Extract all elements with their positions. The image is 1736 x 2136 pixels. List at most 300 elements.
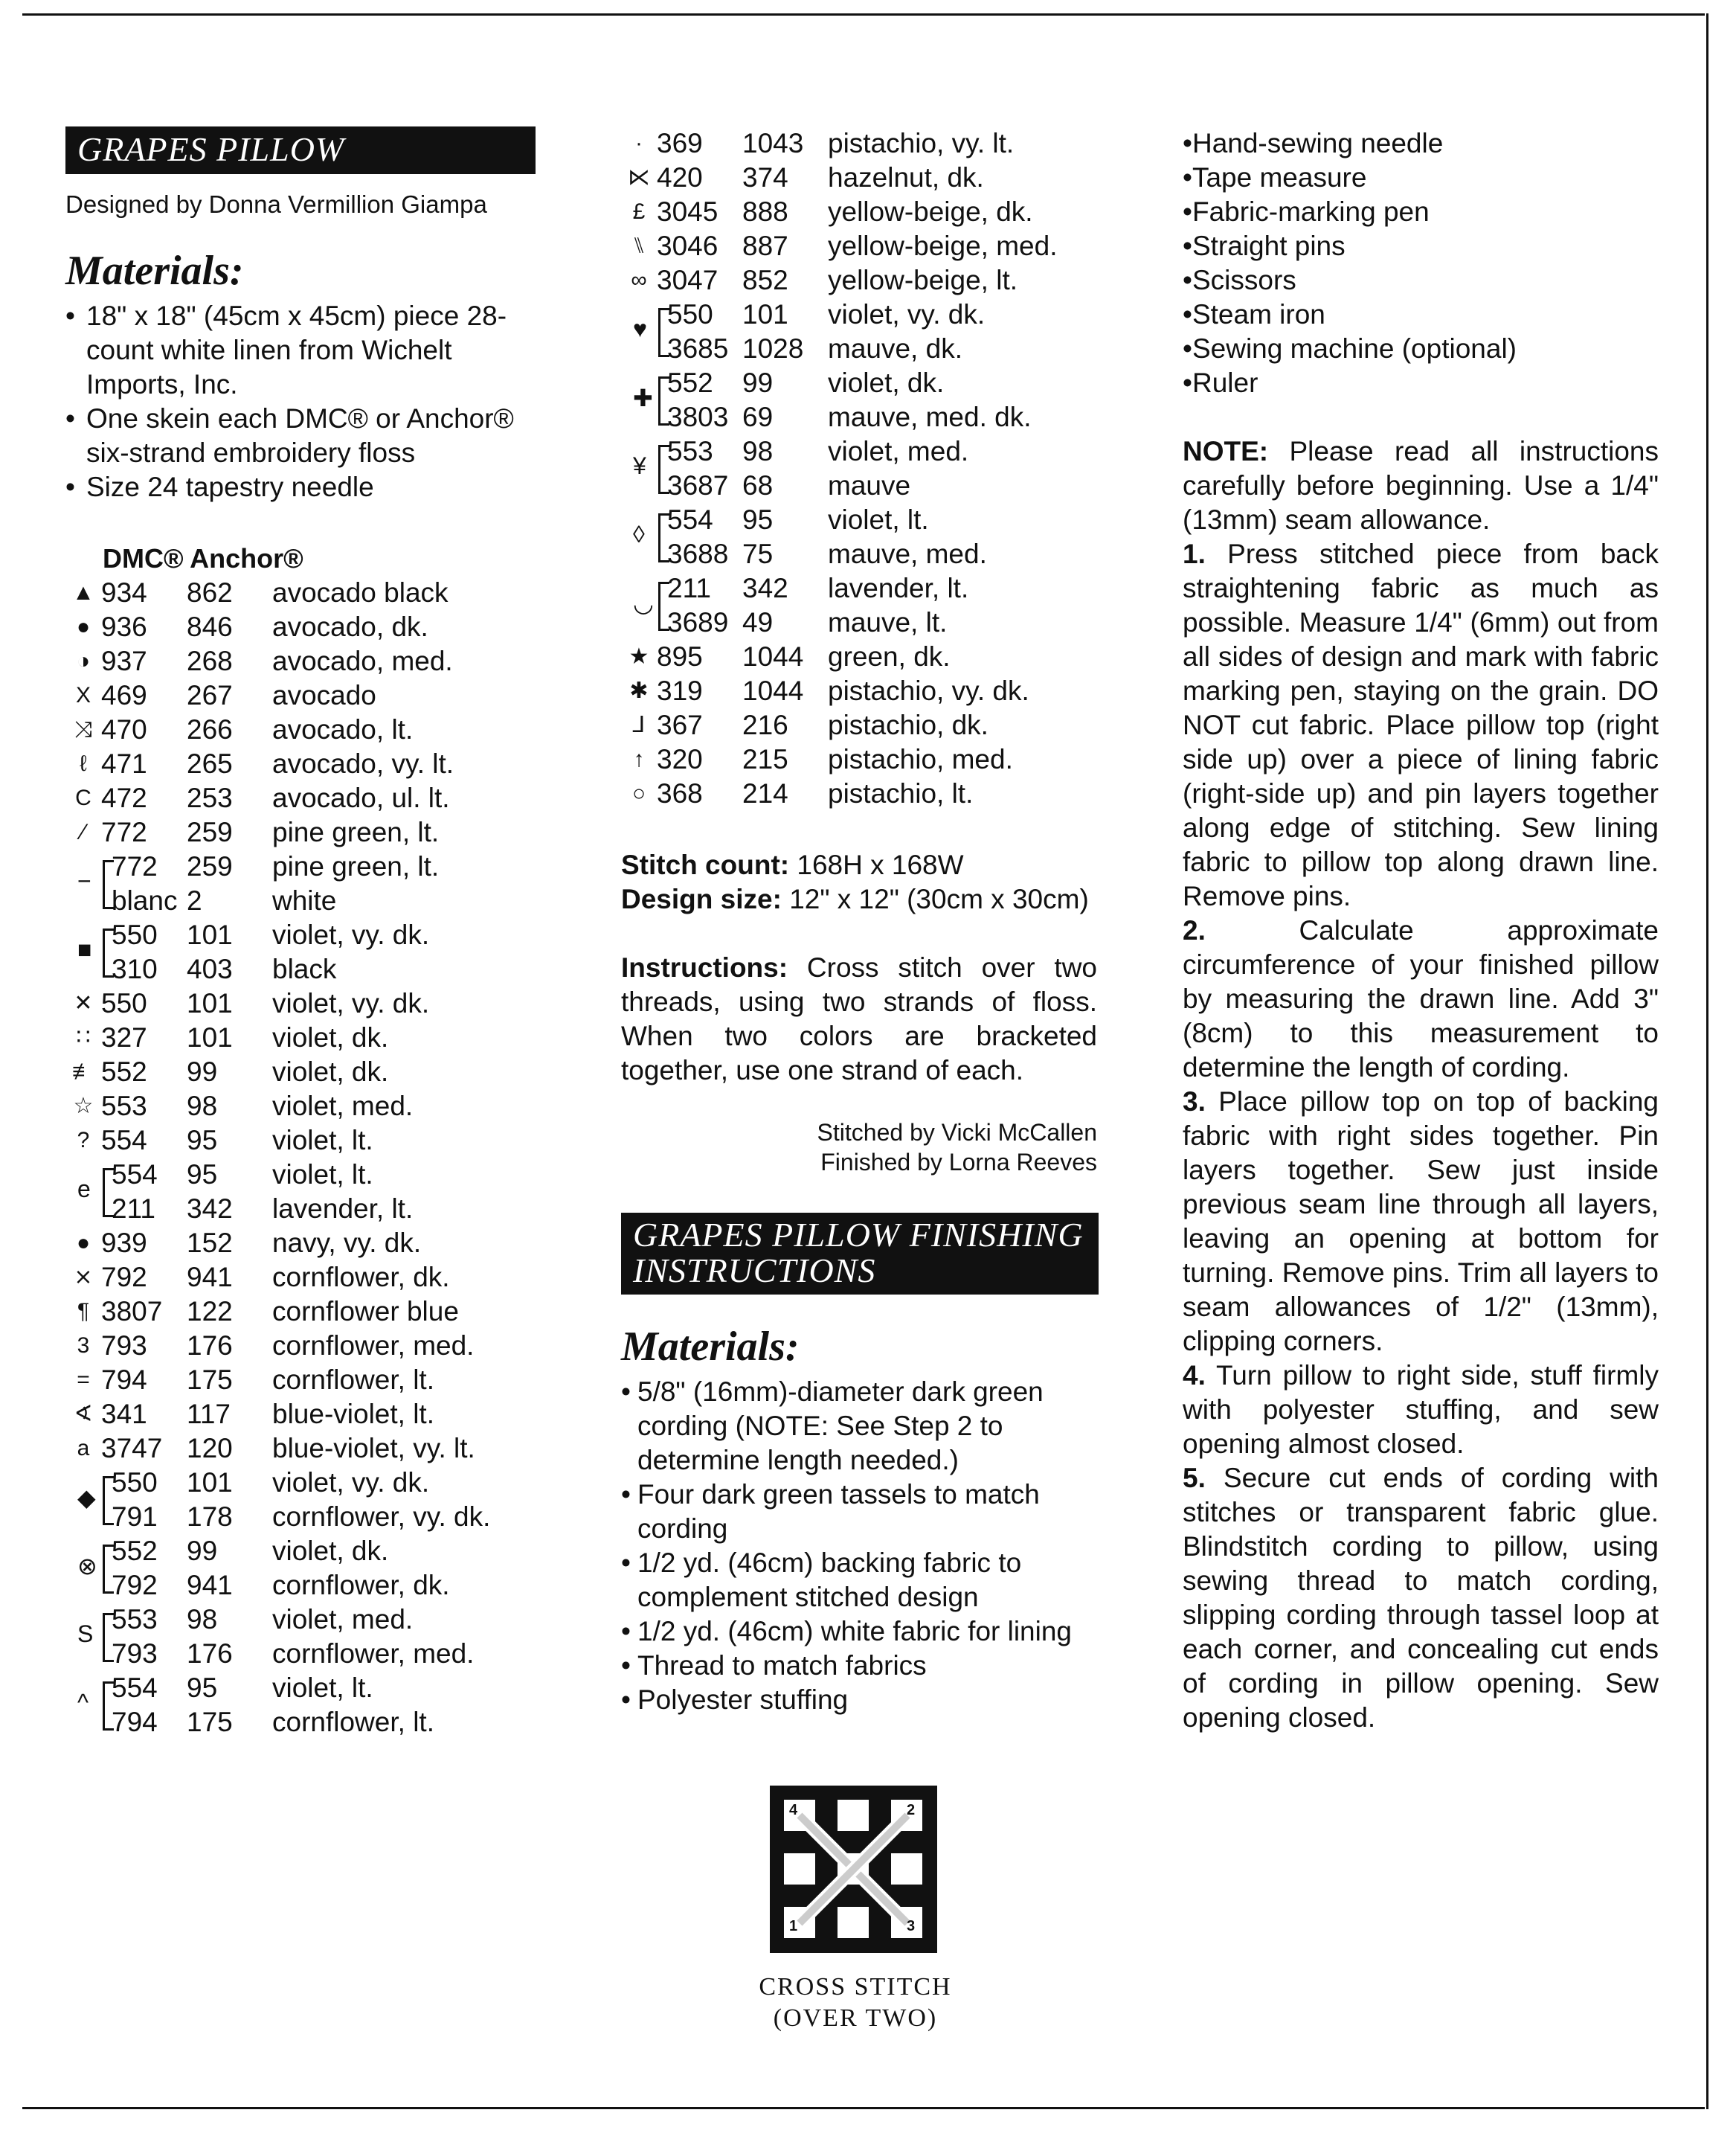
key-symbol: X <box>75 683 91 708</box>
key-anchor: 175 <box>187 1707 233 1737</box>
key-dmc: 3046 <box>657 231 718 261</box>
key-anchor: 887 <box>742 231 788 261</box>
materials-heading: Materials: <box>65 248 244 294</box>
key-description: navy, vy. dk. <box>272 1228 422 1258</box>
key-symbol: ∢ <box>74 1402 93 1426</box>
step-text: Secure cut ends of cording with stitches or transparent fabric glue. Blindstitch cording to pillow, using sewing thread to match cording, slipping cording through tassel loop at each corner, and concealing cut ends of cording in pillow opening. Sew opening closed. <box>1183 1463 1659 1733</box>
column-middle <box>621 126 1097 1717</box>
key-anchor: 99 <box>187 1056 218 1087</box>
key-description: lavender, lt. <box>828 573 969 603</box>
tools-item: • Sewing machine (optional) <box>1183 332 1659 366</box>
key-row <box>65 1260 541 1295</box>
key-dmc: 472 <box>101 783 147 813</box>
key-anchor: 214 <box>742 778 788 809</box>
key-dmc: 3685 <box>667 333 729 364</box>
key-dmc: 310 <box>112 954 158 984</box>
key-symbol: £ <box>632 199 646 224</box>
materials-item: • Size 24 tapestry needle <box>65 470 541 504</box>
key-dmc: 552 <box>101 1056 147 1087</box>
key-anchor: 268 <box>187 646 233 676</box>
key-bracket <box>658 445 669 494</box>
key-description: mauve, med. <box>828 539 987 569</box>
key-dmc: 320 <box>657 744 703 774</box>
key-symbol: ? <box>77 1128 90 1152</box>
key-description: avocado, dk. <box>272 612 428 642</box>
key-anchor: 342 <box>187 1193 233 1224</box>
key-row <box>621 537 1097 571</box>
top-rule <box>22 13 1705 16</box>
key-bracket-symbol: ◆ <box>77 1484 96 1511</box>
key-row <box>65 713 541 747</box>
key-dmc: 3688 <box>667 539 729 569</box>
key-symbol: ↑ <box>633 747 645 772</box>
key-anchor: 95 <box>187 1125 218 1155</box>
key-row <box>65 679 541 713</box>
key-row <box>65 644 541 679</box>
key-description: yellow-beige, lt. <box>828 265 1018 295</box>
key-bracket <box>103 929 114 978</box>
key-row <box>65 576 541 610</box>
key-anchor: 266 <box>187 714 233 745</box>
key-description: violet, dk. <box>272 1536 389 1566</box>
key-row <box>65 1671 541 1705</box>
key-row <box>65 610 541 644</box>
key-anchor: 98 <box>187 1604 218 1635</box>
key-dmc: 772 <box>112 851 158 882</box>
key-dmc: 791 <box>112 1501 158 1532</box>
instructions-text: Cross stitch over two threads, using two strands of floss. When two colors are bracketed together, use one strand of each. <box>621 952 1098 1085</box>
key-row <box>65 1226 541 1260</box>
key-description: violet, dk. <box>828 368 945 398</box>
key-description: violet, vy. dk. <box>272 988 430 1019</box>
finishing-materials-heading: Materials: <box>621 1324 800 1370</box>
key-dmc: blanc <box>112 885 178 916</box>
key-row <box>621 503 1097 537</box>
materials-item: • 18" x 18" (45cm x 45cm) piece 28-count white linen from Wichelt Imports, Inc. <box>65 299 541 402</box>
finished-by: Finished by Lorna Reeves <box>820 1149 1097 1176</box>
key-anchor: 259 <box>187 851 233 882</box>
key-symbol: ▲ <box>72 580 94 605</box>
bottom-rule <box>22 2107 1705 2109</box>
step-text: Place pillow top on top of backing fabric with right sides together. Pin layers together. Sew just inside previous seam line through all layers, leaving an opening at bottom for turning. Remove pins. Trim all layers to seam allowances of 1/2" (13mm), clipping corners. <box>1183 1086 1659 1356</box>
key-anchor: 176 <box>187 1330 233 1361</box>
key-dmc: 554 <box>112 1159 158 1190</box>
key-row <box>621 674 1097 708</box>
key-row <box>621 195 1097 229</box>
step-number: 4. <box>1183 1360 1206 1391</box>
key-symbol: ≢ <box>72 1059 94 1084</box>
right-rule <box>1706 13 1708 2109</box>
key-description: cornflower, lt. <box>272 1364 434 1395</box>
step-item <box>1183 1085 1659 1359</box>
key-description: cornflower, dk. <box>272 1570 450 1600</box>
key-anchor: 342 <box>742 573 788 603</box>
finishing-materials-item: • 1/2 yd. (46cm) white fabric for lining <box>621 1614 1097 1649</box>
key-description: violet, vy. dk. <box>828 299 986 330</box>
key-anchor: 846 <box>187 612 233 642</box>
key-anchor: 852 <box>742 265 788 295</box>
key-dmc: 934 <box>101 577 147 608</box>
key-anchor: 176 <box>187 1638 233 1669</box>
key-symbol: ● <box>76 615 91 639</box>
key-anchor: 101 <box>187 920 233 950</box>
step-item <box>1183 1461 1659 1735</box>
design-size-label: Design size: <box>621 884 782 914</box>
key-row <box>65 747 541 781</box>
key-row <box>65 1397 541 1431</box>
key-bracket-symbol: ■ <box>77 936 92 963</box>
key-description: cornflower, med. <box>272 1638 475 1669</box>
key-dmc: 554 <box>101 1125 147 1155</box>
key-dmc: 939 <box>101 1228 147 1258</box>
key-row <box>65 1363 541 1397</box>
key-anchor: 49 <box>742 607 774 638</box>
key-dmc: 341 <box>101 1399 147 1429</box>
key-symbol: ⁄ <box>81 820 86 844</box>
key-row <box>621 332 1097 366</box>
key-anchor: 69 <box>742 402 774 432</box>
key-anchor: 259 <box>187 817 233 847</box>
key-description: avocado, med. <box>272 646 453 676</box>
key-anchor: 1043 <box>742 128 804 158</box>
key-dmc: 553 <box>112 1604 158 1635</box>
key-dmc: 550 <box>112 920 158 950</box>
key-anchor: 95 <box>187 1159 218 1190</box>
key-description: hazelnut, dk. <box>828 162 984 193</box>
key-row <box>621 126 1097 161</box>
key-description: yellow-beige, med. <box>828 231 1058 261</box>
key-dmc: 319 <box>657 676 703 706</box>
key-dmc: 792 <box>112 1570 158 1600</box>
key-anchor: 95 <box>187 1672 218 1703</box>
key-anchor: 101 <box>187 1467 233 1498</box>
step-item <box>1183 537 1659 914</box>
key-dmc: 3807 <box>101 1296 163 1327</box>
key-description: pistachio, vy. lt. <box>828 128 1015 158</box>
diagram-number: 4 <box>789 1802 798 1818</box>
step-text: Calculate approximate circumference of your finished pillow by measuring the drawn line. Add 3" (8cm) to this measurement to determine the length of cording. <box>1183 915 1659 1083</box>
note-text: Please read all instructions carefully before beginning. Use a 1/4" (13mm) seam allowance. <box>1183 436 1659 535</box>
diagram-number: 1 <box>789 1918 798 1934</box>
step-item <box>1183 1359 1659 1461</box>
key-description: violet, lt. <box>828 504 929 535</box>
key-dmc: 368 <box>657 778 703 809</box>
key-dmc: 793 <box>101 1330 147 1361</box>
key-description: avocado, vy. lt. <box>272 748 454 779</box>
key-symbol: ∞ <box>631 268 647 292</box>
key-anchor: 862 <box>187 577 233 608</box>
column-right <box>1183 126 1659 1735</box>
key-description: cornflower, vy. dk. <box>272 1501 491 1532</box>
key-description: avocado <box>272 680 376 711</box>
key-anchor: 178 <box>187 1501 233 1532</box>
color-key-left <box>65 576 541 1739</box>
stitched-by: Stitched by Vicki McCallen <box>817 1119 1097 1146</box>
key-description: cornflower, med. <box>272 1330 475 1361</box>
key-row <box>65 1021 541 1055</box>
key-row <box>65 1466 541 1500</box>
key-description: black <box>272 954 337 984</box>
key-row <box>621 606 1097 640</box>
key-symbol: 3 <box>77 1333 90 1358</box>
cross-stitch-diagram <box>770 1786 937 1953</box>
key-symbol: ⨯ <box>74 1265 93 1289</box>
tools-item: • Steam iron <box>1183 298 1659 332</box>
key-dmc: 553 <box>101 1091 147 1121</box>
key-description: blue-violet, vy. lt. <box>272 1433 475 1463</box>
tools-item: • Straight pins <box>1183 229 1659 263</box>
finishing-materials-item: • Four dark green tassels to match cording <box>621 1478 1097 1546</box>
key-anchor: 99 <box>742 368 774 398</box>
key-anchor: 1044 <box>742 676 804 706</box>
key-bracket <box>658 513 669 562</box>
key-anchor: 253 <box>187 783 233 813</box>
key-dmc: 420 <box>657 162 703 193</box>
key-description: cornflower, lt. <box>272 1707 434 1737</box>
key-row <box>621 161 1097 195</box>
diagram-caption-line: CROSS STITCH <box>759 1973 952 2001</box>
column-left <box>65 126 541 1739</box>
key-symbol: ✱ <box>629 679 649 703</box>
key-symbol: ✕ <box>74 991 93 1016</box>
step-number: 2. <box>1183 915 1206 946</box>
key-bracket-symbol: − <box>77 867 91 894</box>
key-anchor: 68 <box>742 470 774 501</box>
key-description: violet, dk. <box>272 1022 389 1053</box>
key-anchor: 941 <box>187 1262 233 1292</box>
key-anchor: 99 <box>187 1536 218 1566</box>
key-description: pine green, lt. <box>272 851 440 882</box>
step-number: 3. <box>1183 1086 1206 1117</box>
key-anchor: 101 <box>187 1022 233 1053</box>
key-description: pistachio, vy. dk. <box>828 676 1029 706</box>
key-symbol: ∷ <box>76 1025 91 1050</box>
tools-item: • Tape measure <box>1183 161 1659 195</box>
tools-item: • Hand-sewing needle <box>1183 126 1659 161</box>
key-bracket-symbol: ⊗ <box>77 1553 97 1579</box>
key-description: violet, dk. <box>272 1056 389 1087</box>
key-symbol: C <box>75 786 91 810</box>
key-anchor: 175 <box>187 1364 233 1395</box>
key-symbol: ★ <box>629 644 649 669</box>
key-row <box>65 1431 541 1466</box>
finishing-materials-item: • Thread to match fabrics <box>621 1649 1097 1683</box>
key-bracket <box>103 1476 114 1525</box>
key-bracket <box>658 308 669 357</box>
key-dmc: 794 <box>112 1707 158 1737</box>
key-anchor: 101 <box>187 988 233 1019</box>
key-row <box>65 1123 541 1158</box>
key-row <box>65 1705 541 1739</box>
key-dmc: 554 <box>112 1672 158 1703</box>
key-anchor: 101 <box>742 299 788 330</box>
key-bracket <box>658 376 669 426</box>
key-description: violet, med. <box>272 1604 414 1635</box>
key-dmc: 469 <box>101 680 147 711</box>
diagram-caption <box>714 1972 997 2034</box>
designer-credit: Designed by Donna Vermillion Giampa <box>65 190 487 218</box>
key-bracket-symbol: ◡ <box>633 590 654 617</box>
key-dmc: 937 <box>101 646 147 676</box>
key-bracket <box>103 1168 114 1217</box>
key-anchor: 122 <box>187 1296 233 1327</box>
key-description: pistachio, med. <box>828 744 1013 774</box>
key-dmc: 550 <box>101 988 147 1019</box>
key-bracket-symbol: ✚ <box>633 385 653 411</box>
key-anchor: 152 <box>187 1228 233 1258</box>
instructions <box>621 951 1097 1088</box>
key-row <box>65 1500 541 1534</box>
key-row <box>65 1637 541 1671</box>
key-dmc: 772 <box>101 817 147 847</box>
key-bracket-symbol: ◊ <box>633 521 645 548</box>
key-description: avocado black <box>272 577 449 608</box>
stitch-count: 168H x 168W <box>797 850 964 880</box>
key-dmc: 3047 <box>657 265 718 295</box>
key-row <box>621 640 1097 674</box>
key-symbol: ☆ <box>73 1094 94 1118</box>
stitch-info <box>621 848 1097 917</box>
key-description: lavender, lt. <box>272 1193 414 1224</box>
key-row <box>65 1055 541 1089</box>
key-dmc: 369 <box>657 128 703 158</box>
key-dmc: 3689 <box>667 607 729 638</box>
key-dmc: 550 <box>667 299 713 330</box>
key-row <box>65 1603 541 1637</box>
key-symbol: ⤨ <box>74 717 92 742</box>
key-row <box>65 1329 541 1363</box>
key-row <box>621 777 1097 811</box>
key-description: pistachio, dk. <box>828 710 988 740</box>
design-size: 12" x 12" (30cm x 30cm) <box>789 884 1089 914</box>
stitch-count-label: Stitch count: <box>621 850 790 880</box>
key-dmc: 3045 <box>657 196 718 227</box>
key-dmc: 211 <box>112 1193 155 1224</box>
finishing-materials-item: • 1/2 yd. (46cm) backing fabric to complement stitched design <box>621 1546 1097 1614</box>
key-description: violet, vy. dk. <box>272 920 430 950</box>
key-symbol: ¶ <box>77 1299 90 1324</box>
key-anchor: 98 <box>187 1091 218 1121</box>
key-bracket-symbol: ^ <box>77 1689 89 1716</box>
key-description: violet, med. <box>272 1091 414 1121</box>
key-dmc: 554 <box>667 504 713 535</box>
key-dmc: 367 <box>657 710 703 740</box>
key-row <box>621 229 1097 263</box>
step-item <box>1183 914 1659 1085</box>
key-dmc: 211 <box>667 573 711 603</box>
key-anchor: 1044 <box>742 641 804 672</box>
key-dmc: 794 <box>101 1364 147 1395</box>
key-dmc: 471 <box>101 748 147 779</box>
credits <box>621 1117 1097 1177</box>
finishing-title: GRAPES PILLOW FINISHING INSTRUCTIONS <box>621 1213 1099 1295</box>
key-bracket <box>103 1681 114 1731</box>
key-bracket-symbol: ¥ <box>633 452 646 479</box>
key-description: violet, vy. dk. <box>272 1467 430 1498</box>
tools-item: • Scissors <box>1183 263 1659 298</box>
page-title: GRAPES PILLOW <box>65 126 536 174</box>
key-row <box>621 400 1097 434</box>
diagram-caption-line: (OVER TWO) <box>773 2004 938 2032</box>
key-bracket-symbol: e <box>77 1176 91 1202</box>
key-symbol: ○ <box>631 781 646 806</box>
tools-item: • Ruler <box>1183 366 1659 400</box>
step-number: 5. <box>1183 1463 1206 1493</box>
key-bracket <box>103 860 114 909</box>
key-row <box>65 815 541 850</box>
key-anchor: 216 <box>742 710 788 740</box>
key-dmc: 3687 <box>667 470 729 501</box>
key-row <box>621 743 1097 777</box>
key-bracket <box>658 582 669 631</box>
key-row <box>65 884 541 918</box>
key-dmc: 327 <box>101 1022 147 1053</box>
key-row <box>65 1158 541 1192</box>
key-symbol: · <box>635 131 643 155</box>
materials-item: • One skein each DMC® or Anchor® six-strand embroidery floss <box>65 402 541 470</box>
key-symbol: ● <box>76 1231 91 1255</box>
key-bracket <box>103 1545 114 1594</box>
key-anchor: 95 <box>742 504 774 535</box>
key-description: mauve, lt. <box>828 607 948 638</box>
key-row <box>65 1295 541 1329</box>
key-dmc: 470 <box>101 714 147 745</box>
color-key-middle <box>621 126 1097 811</box>
key-anchor: 117 <box>187 1399 231 1429</box>
key-row <box>65 1534 541 1568</box>
key-header: DMC® Anchor® <box>103 543 303 574</box>
diagram-number: 3 <box>907 1918 916 1934</box>
key-anchor: 2 <box>187 885 202 916</box>
key-description: green, dk. <box>828 641 951 672</box>
instructions-label: Instructions: <box>621 952 788 983</box>
key-description: pistachio, lt. <box>828 778 974 809</box>
key-dmc: 552 <box>112 1536 158 1566</box>
key-dmc: 3747 <box>101 1433 163 1463</box>
key-symbol: a <box>77 1436 90 1460</box>
key-description: mauve, med. dk. <box>828 402 1032 432</box>
step-number: 1. <box>1183 539 1206 569</box>
key-dmc: 550 <box>112 1467 158 1498</box>
key-description: violet, lt. <box>272 1672 373 1703</box>
key-row <box>65 1192 541 1226</box>
key-row <box>621 708 1097 743</box>
key-row <box>65 850 541 884</box>
finishing-materials-item: • 5/8" (16mm)-diameter dark green cording (NOTE: See Step 2 to determine length needed.) <box>621 1375 1097 1478</box>
key-description: mauve, dk. <box>828 333 962 364</box>
key-anchor: 267 <box>187 680 233 711</box>
finishing-materials-list <box>621 1375 1097 1717</box>
finishing-materials-item: • Polyester stuffing <box>621 1683 1097 1717</box>
key-row <box>621 469 1097 503</box>
key-description: pine green, lt. <box>272 817 440 847</box>
key-dmc: 792 <box>101 1262 147 1292</box>
key-symbol: ℓ <box>80 751 87 776</box>
key-row <box>621 298 1097 332</box>
key-description: cornflower blue <box>272 1296 459 1327</box>
key-bracket <box>103 1613 114 1662</box>
key-dmc: 553 <box>667 436 713 466</box>
key-row <box>621 434 1097 469</box>
key-row <box>621 366 1097 400</box>
key-symbol: ⑊ <box>632 234 646 258</box>
note-label: NOTE: <box>1183 436 1269 466</box>
key-row <box>65 952 541 987</box>
key-anchor: 1028 <box>742 333 804 364</box>
key-anchor: 888 <box>742 196 788 227</box>
key-description: avocado, ul. lt. <box>272 783 450 813</box>
key-anchor: 120 <box>187 1433 233 1463</box>
